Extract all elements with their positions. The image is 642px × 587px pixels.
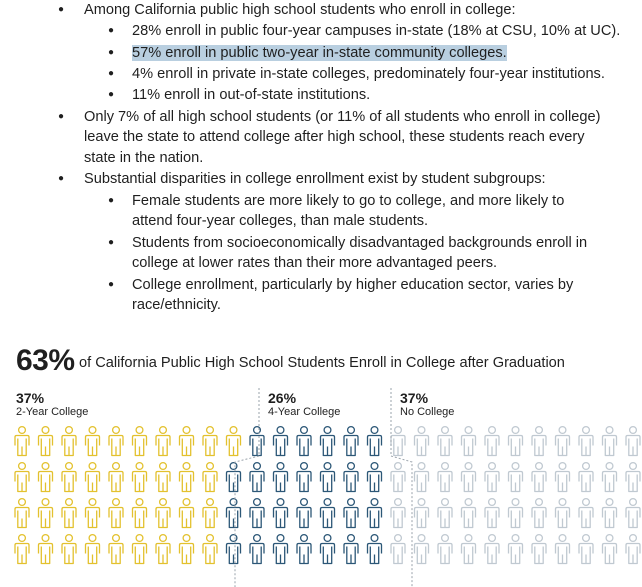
person-icon xyxy=(462,535,476,564)
person-icon xyxy=(368,499,382,528)
bullet-line: college at lower rates than their more advantaged peers. xyxy=(132,255,498,272)
person-icon xyxy=(556,427,570,456)
bullet-line: attend four-year colleges, than male students. xyxy=(132,213,429,230)
person-icon xyxy=(15,535,29,564)
person-icon xyxy=(86,427,100,456)
person-icon xyxy=(509,427,523,456)
bullet-item xyxy=(84,107,636,169)
bullet-line: Substantial disparities in college enrollment exist by student subgroups: xyxy=(84,171,546,188)
bullet-dot: ● xyxy=(58,4,65,15)
person-icon xyxy=(509,499,523,528)
person-icon xyxy=(250,499,264,528)
category-label: No College xyxy=(400,406,455,418)
bullet-line: Only 7% of all high school students (or 11% of all students who enroll in college) xyxy=(84,108,601,125)
category-percent: 37% xyxy=(16,390,45,406)
person-icon xyxy=(86,535,100,564)
person-icon xyxy=(156,463,170,492)
person-icon xyxy=(509,535,523,564)
person-icon xyxy=(39,463,53,492)
bullet-dot: ● xyxy=(58,110,65,122)
person-icon xyxy=(15,499,29,528)
person-icon xyxy=(227,427,241,456)
person-icon xyxy=(203,463,217,492)
person-icon xyxy=(509,463,523,492)
person-icon xyxy=(415,463,429,492)
person-icon xyxy=(274,499,288,528)
person-icon xyxy=(532,535,546,564)
bullet-item xyxy=(132,85,637,106)
person-icon xyxy=(485,427,499,456)
person-icon xyxy=(391,499,405,528)
person-icon xyxy=(626,463,640,492)
person-icon xyxy=(62,535,76,564)
person-icon xyxy=(109,535,123,564)
person-icon xyxy=(391,463,405,492)
person-icon xyxy=(321,463,335,492)
person-icon xyxy=(368,427,382,456)
person-icon xyxy=(180,535,194,564)
person-icon xyxy=(368,463,382,492)
bullet-dot: ● xyxy=(108,46,115,58)
person-icon xyxy=(156,535,170,564)
person-icon xyxy=(556,535,570,564)
bullet-dot: ● xyxy=(108,194,115,206)
person-icon xyxy=(344,463,358,492)
category-percent: 37% xyxy=(400,390,429,406)
person-icon xyxy=(485,463,499,492)
bullet-item xyxy=(84,169,636,190)
bullet-dot: ● xyxy=(108,67,115,79)
person-icon xyxy=(227,499,241,528)
person-icon xyxy=(415,427,429,456)
person-icon xyxy=(39,499,53,528)
person-icon xyxy=(579,535,593,564)
person-icon xyxy=(86,463,100,492)
person-icon xyxy=(133,535,147,564)
person-icon xyxy=(603,535,617,564)
person-icon xyxy=(86,499,100,528)
bullet-dot: ● xyxy=(58,173,65,185)
bullet-line: race/ethnicity. xyxy=(132,297,221,314)
bullet-line: 11% enroll in out-of-state institutions. xyxy=(132,87,371,104)
person-icon xyxy=(556,463,570,492)
person-icon xyxy=(274,427,288,456)
headline-percent: 63% xyxy=(16,344,75,377)
person-icon xyxy=(227,463,241,492)
person-icon xyxy=(180,499,194,528)
category-percent: 26% xyxy=(268,390,297,406)
person-icon xyxy=(297,463,311,492)
bullet-line xyxy=(132,43,637,64)
person-icon xyxy=(62,427,76,456)
category-label: 2-Year College xyxy=(16,406,89,418)
person-icon xyxy=(415,535,429,564)
bullet-line: state in the nation. xyxy=(84,149,204,166)
person-icon xyxy=(109,463,123,492)
person-icon xyxy=(344,499,358,528)
person-icon xyxy=(133,427,147,456)
person-icon xyxy=(39,535,53,564)
person-icon xyxy=(156,427,170,456)
person-icon xyxy=(391,427,405,456)
person-icon xyxy=(109,427,123,456)
person-icon xyxy=(109,499,123,528)
person-icon xyxy=(274,463,288,492)
person-icon xyxy=(321,427,335,456)
person-icon xyxy=(579,427,593,456)
bullet-item xyxy=(84,0,636,21)
person-icon xyxy=(274,535,288,564)
person-icon xyxy=(485,499,499,528)
person-icon xyxy=(438,463,452,492)
person-icon xyxy=(250,463,264,492)
person-icon xyxy=(227,535,241,564)
person-icon xyxy=(297,427,311,456)
person-icon xyxy=(438,535,452,564)
person-icon xyxy=(297,499,311,528)
person-icon xyxy=(462,463,476,492)
bullet-item xyxy=(132,191,637,232)
person-icon xyxy=(62,499,76,528)
enrollment-infographic xyxy=(0,340,642,587)
headline-text: of California Public High School Students Enroll in College after Graduation xyxy=(79,355,565,371)
person-icon xyxy=(626,427,640,456)
person-icon-grid xyxy=(0,340,642,587)
person-icon xyxy=(603,463,617,492)
person-icon xyxy=(603,499,617,528)
highlighted-text: 57% enroll in public two-year in-state community colleges. xyxy=(132,44,507,61)
person-icon xyxy=(391,535,405,564)
person-icon xyxy=(15,463,29,492)
bullet-dot: ● xyxy=(108,278,115,290)
bullet-line: leave the state to attend college after high school, these students reach every xyxy=(84,129,585,146)
bullet-line: Students from socioeconomically disadvantaged backgrounds enroll in xyxy=(132,234,588,251)
category-divider xyxy=(235,388,259,587)
person-icon xyxy=(203,499,217,528)
bullet-line: Among California public high school students who enroll in college: xyxy=(84,2,516,18)
person-icon xyxy=(603,427,617,456)
person-icon xyxy=(250,427,264,456)
bullet-dot: ● xyxy=(108,89,115,101)
person-icon xyxy=(203,427,217,456)
person-icon xyxy=(438,427,452,456)
bullet-item xyxy=(132,43,637,64)
bullet-dot: ● xyxy=(108,25,115,37)
person-icon xyxy=(462,499,476,528)
person-icon xyxy=(556,499,570,528)
person-icon xyxy=(368,535,382,564)
person-icon xyxy=(415,499,429,528)
person-icon xyxy=(532,499,546,528)
person-icon xyxy=(344,427,358,456)
bullet-item xyxy=(132,275,637,316)
bullet-line: Female students are more likely to go to college, and more likely to xyxy=(132,192,565,209)
person-icon xyxy=(462,427,476,456)
person-icon xyxy=(133,499,147,528)
person-icon xyxy=(485,535,499,564)
person-icon xyxy=(180,427,194,456)
person-icon xyxy=(579,463,593,492)
category-label: 4-Year College xyxy=(268,406,341,418)
bullet-line: 28% enroll in public four-year campuses in-state (18% at CSU, 10% at UC). xyxy=(132,23,621,40)
person-icon xyxy=(250,535,264,564)
bullet-line: 4% enroll in private in-state colleges, predominately four-year institutions. xyxy=(132,65,605,82)
person-icon xyxy=(62,463,76,492)
person-icon xyxy=(344,535,358,564)
person-icon xyxy=(156,499,170,528)
person-icon xyxy=(532,463,546,492)
person-icon xyxy=(321,535,335,564)
person-icon xyxy=(15,427,29,456)
bullet-line: College enrollment, particularly by higher education sector, varies by xyxy=(132,276,574,293)
person-icon xyxy=(438,499,452,528)
person-icon xyxy=(321,499,335,528)
person-icon xyxy=(133,463,147,492)
person-icon xyxy=(626,535,640,564)
bullet-item xyxy=(132,64,637,85)
person-icon xyxy=(39,427,53,456)
bullet-item xyxy=(132,233,637,274)
bullet-dot: ● xyxy=(108,236,115,248)
person-icon xyxy=(532,427,546,456)
person-icon xyxy=(579,499,593,528)
person-icon xyxy=(297,535,311,564)
person-icon xyxy=(203,535,217,564)
bullet-item xyxy=(132,21,637,42)
person-icon xyxy=(180,463,194,492)
person-icon xyxy=(626,499,640,528)
